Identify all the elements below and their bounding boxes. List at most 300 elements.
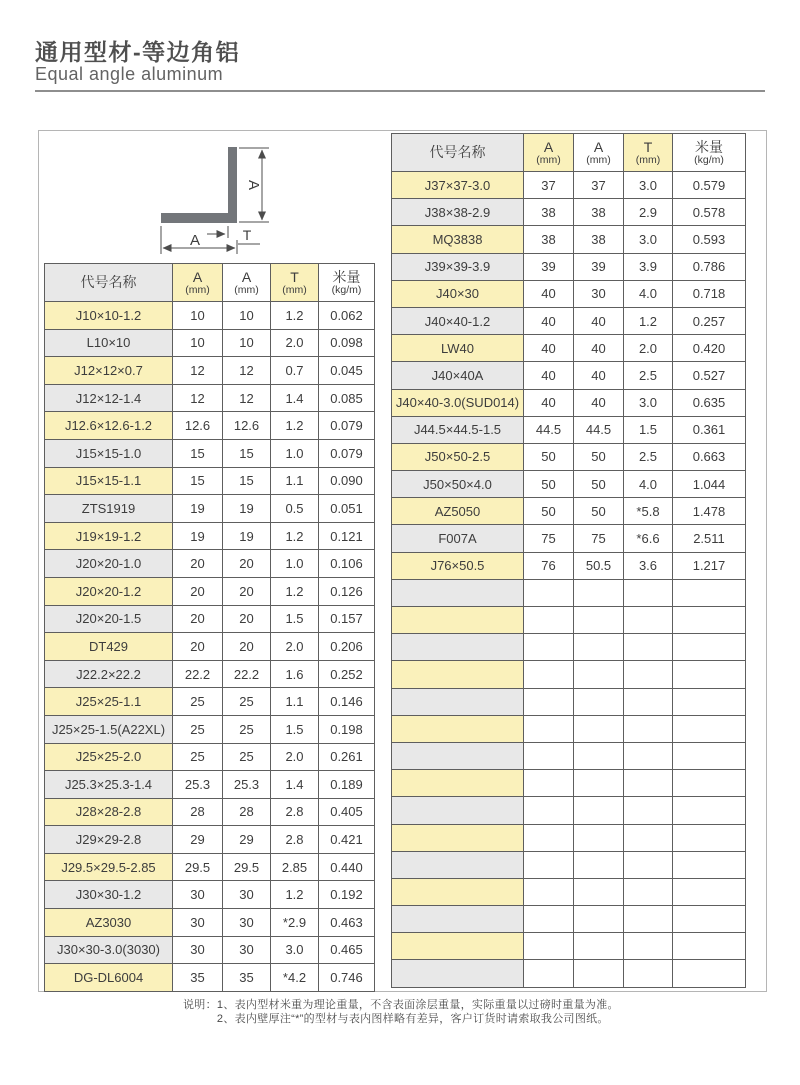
table-row	[45, 688, 375, 716]
footnotes	[183, 998, 619, 1026]
table-row	[45, 743, 375, 771]
value-cell	[624, 851, 673, 878]
value-cell: 20	[223, 605, 271, 633]
column-header: A (mm)	[223, 264, 271, 302]
column-header: 代号名称	[392, 134, 524, 172]
value-cell	[624, 742, 673, 769]
value-cell: 50	[524, 498, 574, 525]
value-cell	[624, 770, 673, 797]
value-cell	[673, 634, 746, 661]
value-cell: 10	[173, 329, 223, 357]
value-cell: 75	[524, 525, 574, 552]
angle-profile-shape	[161, 147, 237, 223]
code-name-cell: J50×50-2.5	[392, 443, 524, 470]
value-cell	[624, 906, 673, 933]
value-cell: 44.5	[524, 416, 574, 443]
table-row	[45, 660, 375, 688]
code-name-cell: J12×12×0.7	[45, 357, 173, 385]
table-row	[392, 933, 746, 960]
value-cell	[524, 661, 574, 688]
value-cell	[524, 851, 574, 878]
code-name-cell: J40×40-3.0(SUD014)	[392, 389, 524, 416]
table-row	[392, 906, 746, 933]
table-row	[392, 307, 746, 334]
value-cell: 10	[223, 329, 271, 357]
value-cell: 19	[173, 495, 223, 523]
value-cell: 20	[173, 633, 223, 661]
value-cell	[624, 824, 673, 851]
value-cell	[673, 579, 746, 606]
value-cell: 0.420	[673, 335, 746, 362]
table-row	[392, 199, 746, 226]
value-cell: 39	[524, 253, 574, 280]
table-row	[45, 439, 375, 467]
footnotes-prefix: 说明：	[183, 999, 217, 1011]
value-cell: 1.2	[271, 881, 319, 909]
value-cell: 0.527	[673, 362, 746, 389]
value-cell: 1.0	[271, 439, 319, 467]
table-row	[392, 607, 746, 634]
value-cell: 1.2	[624, 307, 673, 334]
value-cell: 0.146	[319, 688, 375, 716]
table-row	[392, 362, 746, 389]
table-row	[392, 661, 746, 688]
code-name-cell: J39×39-3.9	[392, 253, 524, 280]
value-cell: 1.217	[673, 552, 746, 579]
table-row	[45, 853, 375, 881]
value-cell: 2.0	[271, 633, 319, 661]
code-name-cell: J10×10-1.2	[45, 302, 173, 330]
value-cell: 0.663	[673, 443, 746, 470]
table-row	[392, 471, 746, 498]
value-cell	[574, 661, 624, 688]
value-cell: 19	[223, 522, 271, 550]
code-name-cell: J28×28-2.8	[45, 798, 173, 826]
code-name-cell: J15×15-1.1	[45, 467, 173, 495]
value-cell: 1.1	[271, 467, 319, 495]
value-cell	[524, 715, 574, 742]
value-cell: 35	[173, 964, 223, 992]
table-row	[45, 881, 375, 909]
value-cell: 0.440	[319, 853, 375, 881]
value-cell: 2.8	[271, 798, 319, 826]
value-cell: *6.6	[624, 525, 673, 552]
table-row	[392, 579, 746, 606]
code-name-cell: J25.3×25.3-1.4	[45, 771, 173, 799]
table-row	[45, 412, 375, 440]
code-name-cell: J20×20-1.5	[45, 605, 173, 633]
value-cell: 30	[574, 280, 624, 307]
value-cell: 0.786	[673, 253, 746, 280]
value-cell: 0.405	[319, 798, 375, 826]
code-name-cell: J40×30	[392, 280, 524, 307]
table-row	[45, 522, 375, 550]
value-cell: 25	[173, 743, 223, 771]
value-cell: 35	[223, 964, 271, 992]
value-cell: 38	[574, 226, 624, 253]
table-row	[392, 742, 746, 769]
table-row	[392, 525, 746, 552]
code-name-cell	[392, 579, 524, 606]
column-header: A (mm)	[524, 134, 574, 172]
value-cell: 0.098	[319, 329, 375, 357]
value-cell: 1.044	[673, 471, 746, 498]
code-name-cell: ZTS1919	[45, 495, 173, 523]
value-cell: 1.478	[673, 498, 746, 525]
code-name-cell: MQ3838	[392, 226, 524, 253]
value-cell: 75	[574, 525, 624, 552]
code-name-cell	[392, 607, 524, 634]
column-header: T (mm)	[624, 134, 673, 172]
value-cell: 3.0	[624, 172, 673, 199]
value-cell: 25	[223, 688, 271, 716]
table-row	[45, 329, 375, 357]
value-cell: 76	[524, 552, 574, 579]
code-name-cell: J22.2×22.2	[45, 660, 173, 688]
value-cell	[624, 878, 673, 905]
table-row	[392, 253, 746, 280]
value-cell: 50	[524, 443, 574, 470]
table-row	[392, 770, 746, 797]
value-cell: 19	[223, 495, 271, 523]
value-cell: 0.5	[271, 495, 319, 523]
header-row	[392, 134, 746, 172]
value-cell	[524, 579, 574, 606]
table-row	[45, 771, 375, 799]
value-cell: 0.593	[673, 226, 746, 253]
code-name-cell: DG-DL6004	[45, 964, 173, 992]
value-cell: 1.5	[624, 416, 673, 443]
value-cell: 40	[524, 307, 574, 334]
value-cell: 12	[223, 357, 271, 385]
value-cell: 3.6	[624, 552, 673, 579]
value-cell: 20	[223, 550, 271, 578]
footnote-line: 2、表内壁厚注“*”的型材与表内图样略有差异，客户订货时请索取我公司图纸。	[216, 1013, 609, 1025]
table-row	[45, 798, 375, 826]
table-row	[392, 715, 746, 742]
code-name-cell	[392, 906, 524, 933]
table-row	[45, 495, 375, 523]
table-row	[45, 936, 375, 964]
value-cell: 0.421	[319, 826, 375, 854]
value-cell: 0.361	[673, 416, 746, 443]
value-cell	[673, 607, 746, 634]
table-row	[392, 634, 746, 661]
value-cell	[574, 634, 624, 661]
value-cell: 0.126	[319, 577, 375, 605]
dimension-label-t: T	[242, 227, 252, 243]
value-cell: 39	[574, 253, 624, 280]
value-cell: 2.0	[271, 329, 319, 357]
table-row	[392, 824, 746, 851]
value-cell	[524, 960, 574, 987]
value-cell: 1.5	[271, 605, 319, 633]
value-cell: 0.463	[319, 909, 375, 937]
value-cell: 15	[223, 439, 271, 467]
code-name-cell: J30×30-1.2	[45, 881, 173, 909]
value-cell: 2.5	[624, 443, 673, 470]
value-cell: 28	[223, 798, 271, 826]
value-cell: 12	[173, 357, 223, 385]
value-cell: 0.079	[319, 412, 375, 440]
page-subtitle: Equal angle aluminum	[35, 64, 224, 84]
table-row	[45, 826, 375, 854]
value-cell: 1.4	[271, 384, 319, 412]
code-name-cell: J12×12-1.4	[45, 384, 173, 412]
value-cell: 3.0	[624, 389, 673, 416]
value-cell: 20	[173, 605, 223, 633]
value-cell: 25	[223, 743, 271, 771]
value-cell: 30	[223, 909, 271, 937]
value-cell: 0.062	[319, 302, 375, 330]
value-cell	[624, 960, 673, 987]
table-row	[392, 172, 746, 199]
value-cell: 3.9	[624, 253, 673, 280]
value-cell: 0.106	[319, 550, 375, 578]
value-cell	[574, 742, 624, 769]
value-cell: 38	[574, 199, 624, 226]
value-cell: 3.0	[624, 226, 673, 253]
value-cell: *5.8	[624, 498, 673, 525]
value-cell: 0.465	[319, 936, 375, 964]
value-cell: 0.206	[319, 633, 375, 661]
table-row	[45, 384, 375, 412]
value-cell: 12.6	[223, 412, 271, 440]
value-cell	[673, 851, 746, 878]
value-cell: 30	[173, 909, 223, 937]
code-name-cell: J40×40-1.2	[392, 307, 524, 334]
value-cell: 40	[574, 307, 624, 334]
value-cell: 37	[574, 172, 624, 199]
table-row	[45, 577, 375, 605]
value-cell: 15	[173, 467, 223, 495]
value-cell: 0.261	[319, 743, 375, 771]
value-cell: 30	[223, 881, 271, 909]
value-cell: 40	[574, 389, 624, 416]
table-row	[392, 498, 746, 525]
value-cell	[524, 634, 574, 661]
value-cell: 2.5	[624, 362, 673, 389]
value-cell: 50	[574, 443, 624, 470]
code-name-cell: AZ5050	[392, 498, 524, 525]
table-row	[45, 302, 375, 330]
value-cell: 22.2	[223, 660, 271, 688]
column-header: T (mm)	[271, 264, 319, 302]
value-cell: 0.189	[319, 771, 375, 799]
code-name-cell: J25×25-2.0	[45, 743, 173, 771]
value-cell: 4.0	[624, 280, 673, 307]
code-name-cell	[392, 878, 524, 905]
value-cell: 0.192	[319, 881, 375, 909]
value-cell	[673, 906, 746, 933]
value-cell: 0.121	[319, 522, 375, 550]
code-name-cell: L10×10	[45, 329, 173, 357]
value-cell: 0.045	[319, 357, 375, 385]
table-row	[392, 226, 746, 253]
code-name-cell	[392, 634, 524, 661]
table-row	[45, 357, 375, 385]
value-cell: 12	[223, 384, 271, 412]
value-cell: 1.2	[271, 412, 319, 440]
value-cell: 25	[173, 715, 223, 743]
code-name-cell: J20×20-1.0	[45, 550, 173, 578]
value-cell: 20	[223, 577, 271, 605]
value-cell: 28	[173, 798, 223, 826]
value-cell: 1.0	[271, 550, 319, 578]
code-name-cell: AZ3030	[45, 909, 173, 937]
value-cell: 40	[574, 335, 624, 362]
value-cell: 44.5	[574, 416, 624, 443]
code-name-cell: J38×38-2.9	[392, 199, 524, 226]
code-name-cell: J25×25-1.1	[45, 688, 173, 716]
code-name-cell: J29.5×29.5-2.85	[45, 853, 173, 881]
table-row	[392, 280, 746, 307]
value-cell: 25.3	[223, 771, 271, 799]
value-cell	[524, 742, 574, 769]
table-row	[45, 909, 375, 937]
value-cell: 19	[173, 522, 223, 550]
table-row	[45, 605, 375, 633]
value-cell: 29	[223, 826, 271, 854]
value-cell: 0.079	[319, 439, 375, 467]
footnote-line: 1、表内型材米重为理论重量，不含表面涂层重量，实际重量以过磅时重量为准。	[216, 999, 619, 1011]
value-cell: 38	[524, 226, 574, 253]
value-cell: 10	[173, 302, 223, 330]
value-cell	[574, 824, 624, 851]
value-cell: 30	[173, 936, 223, 964]
value-cell: 0.252	[319, 660, 375, 688]
value-cell	[673, 770, 746, 797]
code-name-cell: J50×50×4.0	[392, 471, 524, 498]
code-name-cell: J12.6×12.6-1.2	[45, 412, 173, 440]
table-row	[392, 960, 746, 987]
column-header: 代号名称	[45, 264, 173, 302]
value-cell: 0.198	[319, 715, 375, 743]
code-name-cell: J15×15-1.0	[45, 439, 173, 467]
code-name-cell: LW40	[392, 335, 524, 362]
table-row	[45, 633, 375, 661]
value-cell	[624, 634, 673, 661]
code-name-cell: J29×29-2.8	[45, 826, 173, 854]
dimension-label-a-side: A	[245, 179, 262, 191]
value-cell: 0.635	[673, 389, 746, 416]
value-cell: 1.4	[271, 771, 319, 799]
code-name-cell	[392, 933, 524, 960]
table-row	[392, 389, 746, 416]
value-cell: 40	[524, 280, 574, 307]
table-row	[392, 797, 746, 824]
header-row	[45, 264, 375, 302]
value-cell: 50.5	[574, 552, 624, 579]
value-cell	[574, 579, 624, 606]
value-cell	[524, 824, 574, 851]
value-cell: 1.5	[271, 715, 319, 743]
value-cell: 50	[524, 471, 574, 498]
value-cell: 30	[223, 936, 271, 964]
left-table	[44, 263, 375, 992]
table-row	[392, 851, 746, 878]
value-cell	[673, 742, 746, 769]
value-cell	[624, 688, 673, 715]
value-cell	[624, 607, 673, 634]
value-cell: 0.578	[673, 199, 746, 226]
value-cell	[574, 851, 624, 878]
value-cell: 38	[524, 199, 574, 226]
column-header: 米量 (kg/m)	[673, 134, 746, 172]
value-cell: 0.746	[319, 964, 375, 992]
value-cell: 1.2	[271, 522, 319, 550]
code-name-cell: J76×50.5	[392, 552, 524, 579]
value-cell: *4.2	[271, 964, 319, 992]
value-cell	[673, 688, 746, 715]
value-cell	[673, 824, 746, 851]
code-name-cell: J20×20-1.2	[45, 577, 173, 605]
value-cell: 0.051	[319, 495, 375, 523]
value-cell	[624, 579, 673, 606]
value-cell: 22.2	[173, 660, 223, 688]
value-cell: 12.6	[173, 412, 223, 440]
code-name-cell	[392, 851, 524, 878]
value-cell	[574, 607, 624, 634]
right-table	[391, 133, 746, 988]
value-cell	[574, 770, 624, 797]
value-cell	[574, 960, 624, 987]
value-cell	[673, 933, 746, 960]
code-name-cell: J19×19-1.2	[45, 522, 173, 550]
code-name-cell	[392, 770, 524, 797]
code-name-cell	[392, 661, 524, 688]
value-cell: 20	[173, 577, 223, 605]
column-header: A (mm)	[574, 134, 624, 172]
value-cell	[673, 661, 746, 688]
value-cell	[624, 661, 673, 688]
value-cell: 0.579	[673, 172, 746, 199]
code-name-cell	[392, 824, 524, 851]
value-cell: 0.718	[673, 280, 746, 307]
code-name-cell: J44.5×44.5-1.5	[392, 416, 524, 443]
value-cell	[673, 960, 746, 987]
value-cell: 25.3	[173, 771, 223, 799]
value-cell: 0.090	[319, 467, 375, 495]
angle-profile-diagram	[55, 138, 355, 263]
value-cell	[673, 797, 746, 824]
table-row	[45, 964, 375, 992]
code-name-cell: DT429	[45, 633, 173, 661]
value-cell: 20	[173, 550, 223, 578]
code-name-cell	[392, 797, 524, 824]
value-cell	[524, 933, 574, 960]
page-title: 通用型材-等边角铝	[35, 39, 241, 65]
value-cell: 15	[173, 439, 223, 467]
value-cell	[574, 906, 624, 933]
value-cell: 40	[574, 362, 624, 389]
value-cell	[524, 688, 574, 715]
dimension-label-a-bottom: A	[189, 232, 201, 249]
value-cell	[673, 878, 746, 905]
value-cell	[673, 715, 746, 742]
code-name-cell: J30×30-3.0(3030)	[45, 936, 173, 964]
table-row	[392, 443, 746, 470]
value-cell: 4.0	[624, 471, 673, 498]
value-cell	[574, 878, 624, 905]
code-name-cell	[392, 960, 524, 987]
value-cell	[524, 797, 574, 824]
value-cell: *2.9	[271, 909, 319, 937]
code-name-cell	[392, 715, 524, 742]
value-cell	[574, 797, 624, 824]
value-cell: 2.511	[673, 525, 746, 552]
value-cell: 30	[173, 881, 223, 909]
